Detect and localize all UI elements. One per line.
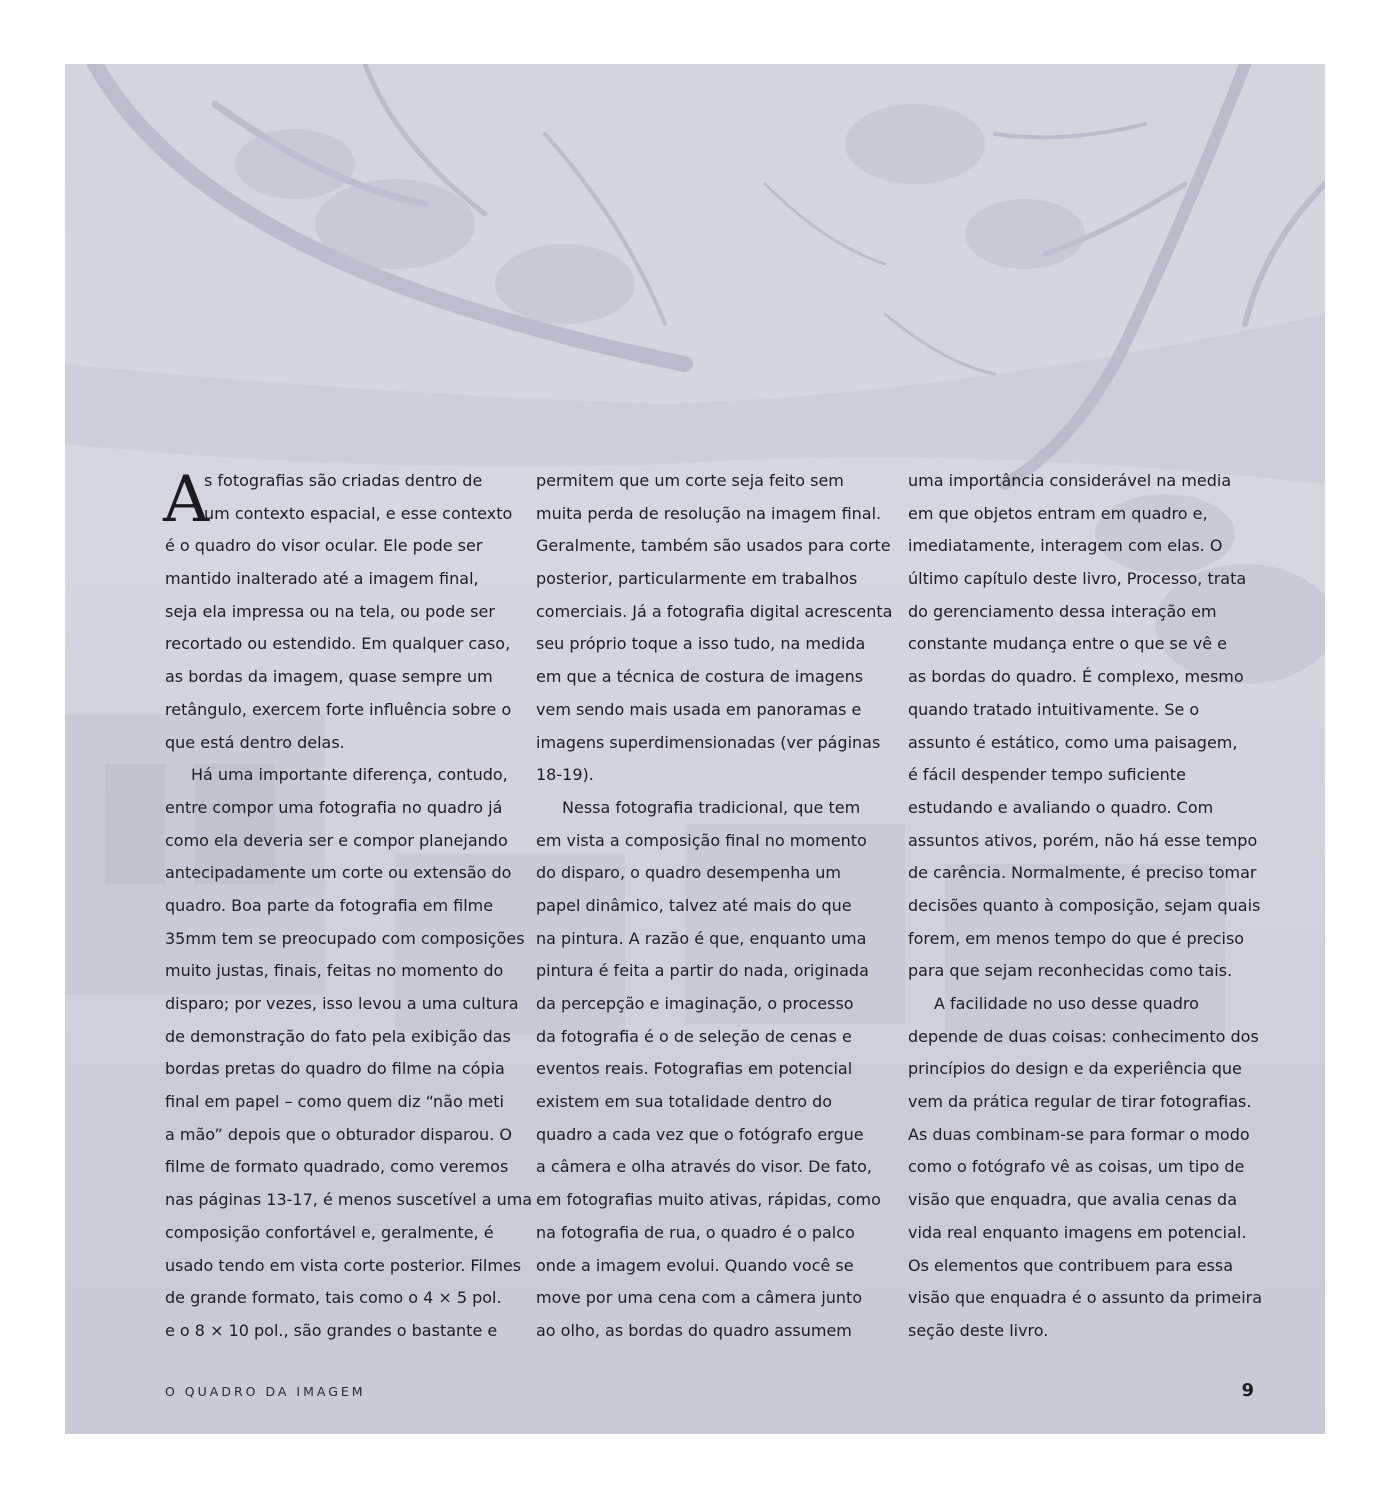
text-line: filme de formato quadrado, como veremos xyxy=(165,1157,509,1177)
text-line: vem da prática regular de tirar fotografias. xyxy=(908,1092,1252,1112)
text-line: disparo; por vezes, isso levou a uma cultura xyxy=(165,994,519,1014)
text-line: antecipadamente um corte ou extensão do xyxy=(165,863,512,883)
text-line: estudando e avaliando o quadro. Com xyxy=(908,797,1214,817)
text-line: é fácil despender tempo suficiente xyxy=(908,765,1186,785)
text-line: visão que enquadra é o assunto da primeira xyxy=(908,1288,1263,1308)
text-line: em que a técnica de costura de imagens xyxy=(536,667,864,687)
text-line: quando tratado intuitivamente. Se o xyxy=(908,699,1200,719)
text-line: Geralmente, também são usados para corte xyxy=(536,536,891,556)
text-line: as bordas da imagem, quase sempre um xyxy=(165,667,493,687)
text-line: as bordas do quadro. É complexo, mesmo xyxy=(908,667,1244,687)
text-line: visão que enquadra, que avalia cenas da xyxy=(908,1190,1238,1210)
text-line: vem sendo mais usada em panoramas e xyxy=(536,699,862,719)
text-line: assuntos ativos, porém, não há esse tempo xyxy=(908,830,1258,850)
text-line: permitem que um corte seja feito sem xyxy=(536,471,844,490)
text-line: eventos reais. Fotografias em potencial xyxy=(536,1059,853,1079)
text-line: vida real enquanto imagens em potencial. xyxy=(908,1222,1247,1242)
text-line: muito justas, finais, feitas no momento do xyxy=(165,961,504,981)
text-line: onde a imagem evolui. Quando você se xyxy=(536,1255,854,1275)
text-line: como o fotógrafo vê as coisas, um tipo de xyxy=(908,1157,1245,1177)
text-line: em vista a composição final no momento xyxy=(536,830,867,850)
text-line: posterior, particularmente em trabalhos xyxy=(536,569,858,589)
text-line: entre compor uma fotografia no quadro já xyxy=(165,797,503,817)
text-line: muita perda de resolução na imagem final. xyxy=(536,503,882,523)
text-line: de demonstração do fato pela exibição das xyxy=(165,1026,511,1046)
text-line: a câmera e olha através do visor. De fato, xyxy=(536,1157,872,1177)
text-line: como ela deveria ser e compor planejando xyxy=(165,830,508,850)
text-line: Há uma importante diferença, contudo, xyxy=(191,765,508,785)
text-line: s fotografias são criadas dentro de xyxy=(204,471,483,490)
text-line: na fotografia de rua, o quadro é o palco xyxy=(536,1222,855,1242)
text-line: uma importância considerável na media xyxy=(908,471,1232,490)
text-line: na pintura. A razão é que, enquanto uma xyxy=(536,928,867,948)
text-line: constante mudança entre o que se vê e xyxy=(908,634,1228,654)
text-line: ao olho, as bordas do quadro assumem xyxy=(536,1320,852,1340)
text-line: último capítulo deste livro, Processo, trata xyxy=(908,569,1247,589)
text-line: em que objetos entram em quadro e, xyxy=(908,503,1208,523)
text-line: um contexto espacial, e esse contexto xyxy=(204,503,513,523)
text-line: papel dinâmico, talvez até mais do que xyxy=(536,895,852,915)
text-line: As duas combinam-se para formar o modo xyxy=(908,1124,1250,1144)
text-line: que está dentro delas. xyxy=(165,732,345,752)
text-line: usado tendo em vista corte posterior. Filmes xyxy=(165,1255,522,1275)
text-line: seção deste livro. xyxy=(908,1320,1049,1340)
text-line: da fotografia é o de seleção de cenas e xyxy=(536,1026,852,1046)
text-line: do disparo, o quadro desempenha um xyxy=(536,863,842,883)
column-1-opening-lines xyxy=(204,465,512,530)
text-line: retângulo, exercem forte influência sobre o xyxy=(165,699,512,719)
text-line: comerciais. Já a fotografia digital acrescenta xyxy=(536,601,893,621)
text-line: imediatamente, interagem com elas. O xyxy=(908,536,1223,556)
text-column-1 xyxy=(165,530,533,1347)
text-line: A facilidade no uso desse quadro xyxy=(934,994,1199,1013)
text-line: é o quadro do visor ocular. Ele pode ser xyxy=(165,536,483,556)
text-line: forem, em menos tempo do que é preciso xyxy=(908,928,1245,948)
text-line: para que sejam reconhecidas como tais. xyxy=(908,961,1233,981)
text-line: Os elementos que contribuem para essa xyxy=(908,1255,1234,1275)
text-line: seja ela impressa ou na tela, ou pode ser xyxy=(165,601,495,621)
text-line: bordas pretas do quadro do filme na cópia xyxy=(165,1059,505,1079)
text-line: Nessa fotografia tradicional, que tem xyxy=(562,797,861,817)
text-line: mantido inalterado até a imagem final, xyxy=(165,569,479,589)
text-line: composição confortável e, geralmente, é xyxy=(165,1222,494,1242)
text-line: pintura é feita a partir do nada, originada xyxy=(536,961,869,981)
text-line: do gerenciamento dessa interação em xyxy=(908,601,1217,621)
text-line: imagens superdimensionadas (ver páginas xyxy=(536,732,881,752)
text-line: decisões quanto à composição, sejam quais xyxy=(908,895,1261,915)
text-column-2 xyxy=(536,465,896,1348)
text-line: princípios do design e da experiência que xyxy=(908,1059,1242,1079)
text-line: nas páginas 13-17, é menos suscetível a uma xyxy=(165,1190,533,1210)
text-line: assunto é estático, como uma paisagem, xyxy=(908,732,1238,752)
text-line: 35mm tem se preocupado com composições xyxy=(165,928,525,948)
text-line: recortado ou estendido. Em qualquer caso, xyxy=(165,634,511,654)
text-line: 18-19). xyxy=(536,765,594,785)
text-line: de carência. Normalmente, é preciso tomar xyxy=(908,863,1257,883)
text-line: da percepção e imaginação, o processo xyxy=(536,994,854,1013)
text-line: final em papel – como quem diz “não meti xyxy=(165,1092,504,1112)
text-line: move por uma cena com a câmera junto xyxy=(536,1288,863,1308)
page-number: 9 xyxy=(1241,1380,1254,1401)
text-line: seu próprio toque a isso tudo, na medida xyxy=(536,634,866,654)
text-line: depende de duas coisas: conhecimento dos xyxy=(908,1026,1259,1046)
text-column-3 xyxy=(908,465,1268,1348)
drop-cap: A xyxy=(163,463,210,537)
text-line: em fotografias muito ativas, rápidas, como xyxy=(536,1190,881,1210)
text-line: existem em sua totalidade dentro do xyxy=(536,1092,833,1112)
text-line: e o 8 × 10 pol., são grandes o bastante e xyxy=(165,1320,498,1340)
text-line: quadro a cada vez que o fotógrafo ergue xyxy=(536,1124,864,1144)
text-line: de grande formato, tais como o 4 × 5 pol. xyxy=(165,1288,502,1308)
text-line: quadro. Boa parte da fotografia em filme xyxy=(165,895,494,915)
text-line: a mão” depois que o obturador disparou. O xyxy=(165,1124,512,1144)
running-footer-title: O QUADRO DA IMAGEM xyxy=(165,1384,366,1399)
